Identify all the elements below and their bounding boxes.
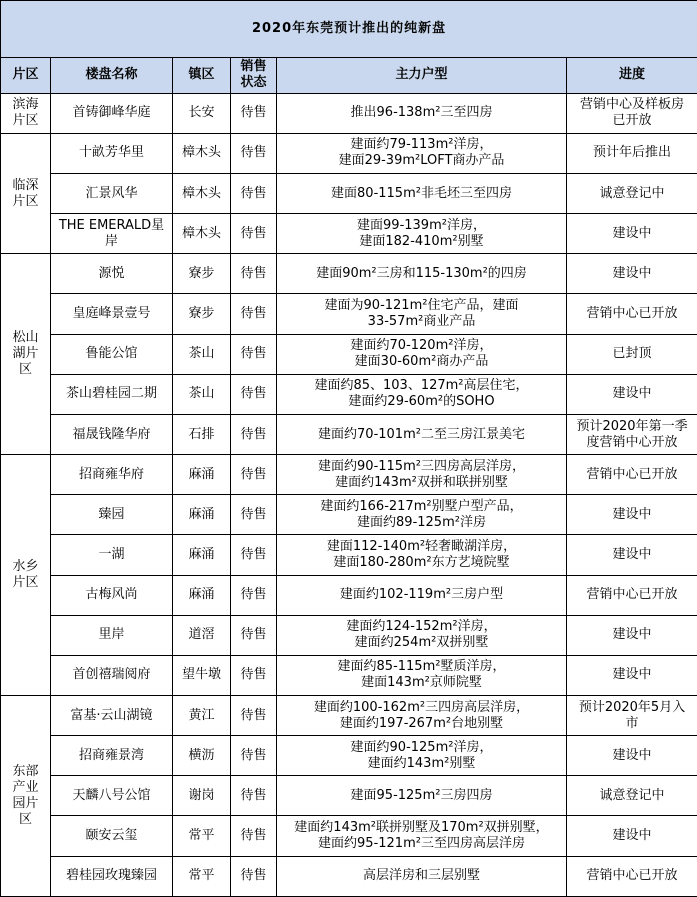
- progress-cell: 营销中心已开放: [567, 575, 697, 615]
- progress-cell: 预计2020年5月入 市: [567, 696, 697, 736]
- status-cell: 待售: [231, 856, 277, 896]
- town-cell: 谢岗: [173, 776, 231, 816]
- name-cell: 茶山碧桂园二期: [51, 374, 173, 414]
- header-name: 楼盘名称: [51, 57, 173, 93]
- district-cell: 滨海 片区: [1, 93, 51, 133]
- status-cell: 待售: [231, 816, 277, 856]
- type-cell: 建面为90-121m²住宅产品，建面 33-57m²商业产品: [277, 294, 567, 334]
- name-cell: 首铸御峰华庭: [51, 93, 173, 133]
- header-type: 主力户型: [277, 57, 567, 93]
- table-row: [1, 294, 697, 334]
- town-cell: 望牛墩: [173, 655, 231, 695]
- district-cell: 东部 产业 园片 区: [1, 696, 51, 897]
- status-cell: 待售: [231, 294, 277, 334]
- header-row: [1, 57, 697, 93]
- table-row: [1, 214, 697, 254]
- name-cell: 碧桂园玫瑰臻园: [51, 856, 173, 896]
- name-cell: 臻园: [51, 495, 173, 535]
- town-cell: 石排: [173, 414, 231, 454]
- type-cell: 建面约85-115m²墅质洋房， 建面143m²京师院墅: [277, 655, 567, 695]
- table-row: [1, 93, 697, 133]
- table-row: [1, 173, 697, 213]
- name-cell: 一湖: [51, 535, 173, 575]
- header-progress: 进度: [567, 57, 697, 93]
- table-row: [1, 736, 697, 776]
- table-row: [1, 615, 697, 655]
- progress-cell: 营销中心已开放: [567, 856, 697, 896]
- progress-cell: 建设中: [567, 254, 697, 294]
- progress-cell: 营销中心及样板房 已开放: [567, 93, 697, 133]
- header-status: 销售 状态: [231, 57, 277, 93]
- town-cell: 茶山: [173, 374, 231, 414]
- name-cell: 皇庭峰景壹号: [51, 294, 173, 334]
- type-cell: 建面约70-120m²洋房， 建面30-60m²商办产品: [277, 334, 567, 374]
- name-cell: 富基·云山湖镜: [51, 696, 173, 736]
- status-cell: 待售: [231, 254, 277, 294]
- town-cell: 麻涌: [173, 535, 231, 575]
- table-row: [1, 535, 697, 575]
- table-row: [1, 696, 697, 736]
- town-cell: 常平: [173, 816, 231, 856]
- progress-cell: 营销中心已开放: [567, 455, 697, 495]
- progress-cell: 建设中: [567, 214, 697, 254]
- progress-cell: 建设中: [567, 615, 697, 655]
- type-cell: 建面112-140m²轻奢瞰湖洋房， 建面180-280m²东方艺境院墅: [277, 535, 567, 575]
- status-cell: 待售: [231, 133, 277, 173]
- status-cell: 待售: [231, 374, 277, 414]
- progress-cell: 预计2020年第一季 度营销中心开放: [567, 414, 697, 454]
- status-cell: 待售: [231, 455, 277, 495]
- type-cell: 推出96-138m²三至四房: [277, 93, 567, 133]
- status-cell: 待售: [231, 655, 277, 695]
- name-cell: 颐安云玺: [51, 816, 173, 856]
- progress-cell: 建设中: [567, 655, 697, 695]
- name-cell: 天麟八号公馆: [51, 776, 173, 816]
- table-row: [1, 414, 697, 454]
- progress-cell: 建设中: [567, 535, 697, 575]
- name-cell: 招商雍华府: [51, 455, 173, 495]
- progress-cell: 建设中: [567, 374, 697, 414]
- table-row: [1, 455, 697, 495]
- type-cell: 建面约143m²联拼别墅及170m²双拼别墅， 建面约95-121m²三至四房高层洋房: [277, 816, 567, 856]
- type-cell: 建面90m²三房和115-130m²的四房: [277, 254, 567, 294]
- type-cell: 建面约90-125m²洋房， 建面约143m²别墅: [277, 736, 567, 776]
- town-cell: 麻涌: [173, 495, 231, 535]
- town-cell: 麻涌: [173, 575, 231, 615]
- status-cell: 待售: [231, 696, 277, 736]
- status-cell: 待售: [231, 736, 277, 776]
- status-cell: 待售: [231, 334, 277, 374]
- town-cell: 樟木头: [173, 173, 231, 213]
- type-cell: 建面约90-115m²三四房高层洋房， 建面约143m²双拼和联拼别墅: [277, 455, 567, 495]
- type-cell: 高层洋房和三层别墅: [277, 856, 567, 896]
- type-cell: 建面约124-152m²洋房， 建面约254m²双拼别墅: [277, 615, 567, 655]
- table-row: [1, 575, 697, 615]
- name-cell: 十畝芳华里: [51, 133, 173, 173]
- header-town: 镇区: [173, 57, 231, 93]
- district-cell: 松山 湖片 区: [1, 254, 51, 455]
- type-cell: 建面约85、103、127m²高层住宅， 建面约29-60m²的SOHO: [277, 374, 567, 414]
- name-cell: 首创禧瑞阅府: [51, 655, 173, 695]
- type-cell: 建面约166-217m²别墅户型产品， 建面约89-125m²洋房: [277, 495, 567, 535]
- name-cell: 古梅风尚: [51, 575, 173, 615]
- type-cell: 建面约70-101m²二至三房江景美宅: [277, 414, 567, 454]
- type-cell: 建面约100-162m²三四房高层洋房， 建面约197-267m²台地别墅: [277, 696, 567, 736]
- name-cell: 汇景风华: [51, 173, 173, 213]
- type-cell: 建面约79-113m²洋房， 建面29-39m²LOFT商办产品: [277, 133, 567, 173]
- table-row: [1, 133, 697, 173]
- name-cell: THE EMERALD星岸: [51, 214, 173, 254]
- town-cell: 长安: [173, 93, 231, 133]
- town-cell: 樟木头: [173, 214, 231, 254]
- status-cell: 待售: [231, 93, 277, 133]
- district-cell: 水乡 片区: [1, 455, 51, 696]
- status-cell: 待售: [231, 776, 277, 816]
- table-row: [1, 856, 697, 896]
- status-cell: 待售: [231, 214, 277, 254]
- type-cell: 建面80-115m²非毛坯三至四房: [277, 173, 567, 213]
- table-row: [1, 334, 697, 374]
- progress-cell: 已封顶: [567, 334, 697, 374]
- table-row: [1, 776, 697, 816]
- district-cell: 临深 片区: [1, 133, 51, 253]
- header-district: 片区: [1, 57, 51, 93]
- town-cell: 黄江: [173, 696, 231, 736]
- town-cell: 茶山: [173, 334, 231, 374]
- name-cell: 源悦: [51, 254, 173, 294]
- progress-cell: 建设中: [567, 736, 697, 776]
- town-cell: 寮步: [173, 254, 231, 294]
- progress-cell: 预计年后推出: [567, 133, 697, 173]
- progress-cell: 诚意登记中: [567, 173, 697, 213]
- type-cell: 建面99-139m²洋房， 建面182-410m²别墅: [277, 214, 567, 254]
- town-cell: 樟木头: [173, 133, 231, 173]
- name-cell: 福晟钱隆华府: [51, 414, 173, 454]
- name-cell: 里岸: [51, 615, 173, 655]
- table-row: [1, 254, 697, 294]
- progress-cell: 营销中心已开放: [567, 294, 697, 334]
- progress-cell: 诚意登记中: [567, 776, 697, 816]
- table-row: [1, 495, 697, 535]
- progress-cell: 建设中: [567, 495, 697, 535]
- status-cell: 待售: [231, 414, 277, 454]
- name-cell: 鲁能公馆: [51, 334, 173, 374]
- type-cell: 建面95-125m²三房四房: [277, 776, 567, 816]
- type-cell: 建面约102-119m²三房户型: [277, 575, 567, 615]
- table-row: [1, 655, 697, 695]
- town-cell: 常平: [173, 856, 231, 896]
- progress-cell: 建设中: [567, 816, 697, 856]
- table-row: [1, 816, 697, 856]
- town-cell: 寮步: [173, 294, 231, 334]
- town-cell: 横沥: [173, 736, 231, 776]
- name-cell: 招商雍景湾: [51, 736, 173, 776]
- status-cell: 待售: [231, 173, 277, 213]
- status-cell: 待售: [231, 495, 277, 535]
- table-title: 2020年东莞预计推出的纯新盘: [1, 1, 697, 58]
- town-cell: 麻涌: [173, 455, 231, 495]
- status-cell: 待售: [231, 535, 277, 575]
- status-cell: 待售: [231, 575, 277, 615]
- town-cell: 道滘: [173, 615, 231, 655]
- table-row: [1, 374, 697, 414]
- status-cell: 待售: [231, 615, 277, 655]
